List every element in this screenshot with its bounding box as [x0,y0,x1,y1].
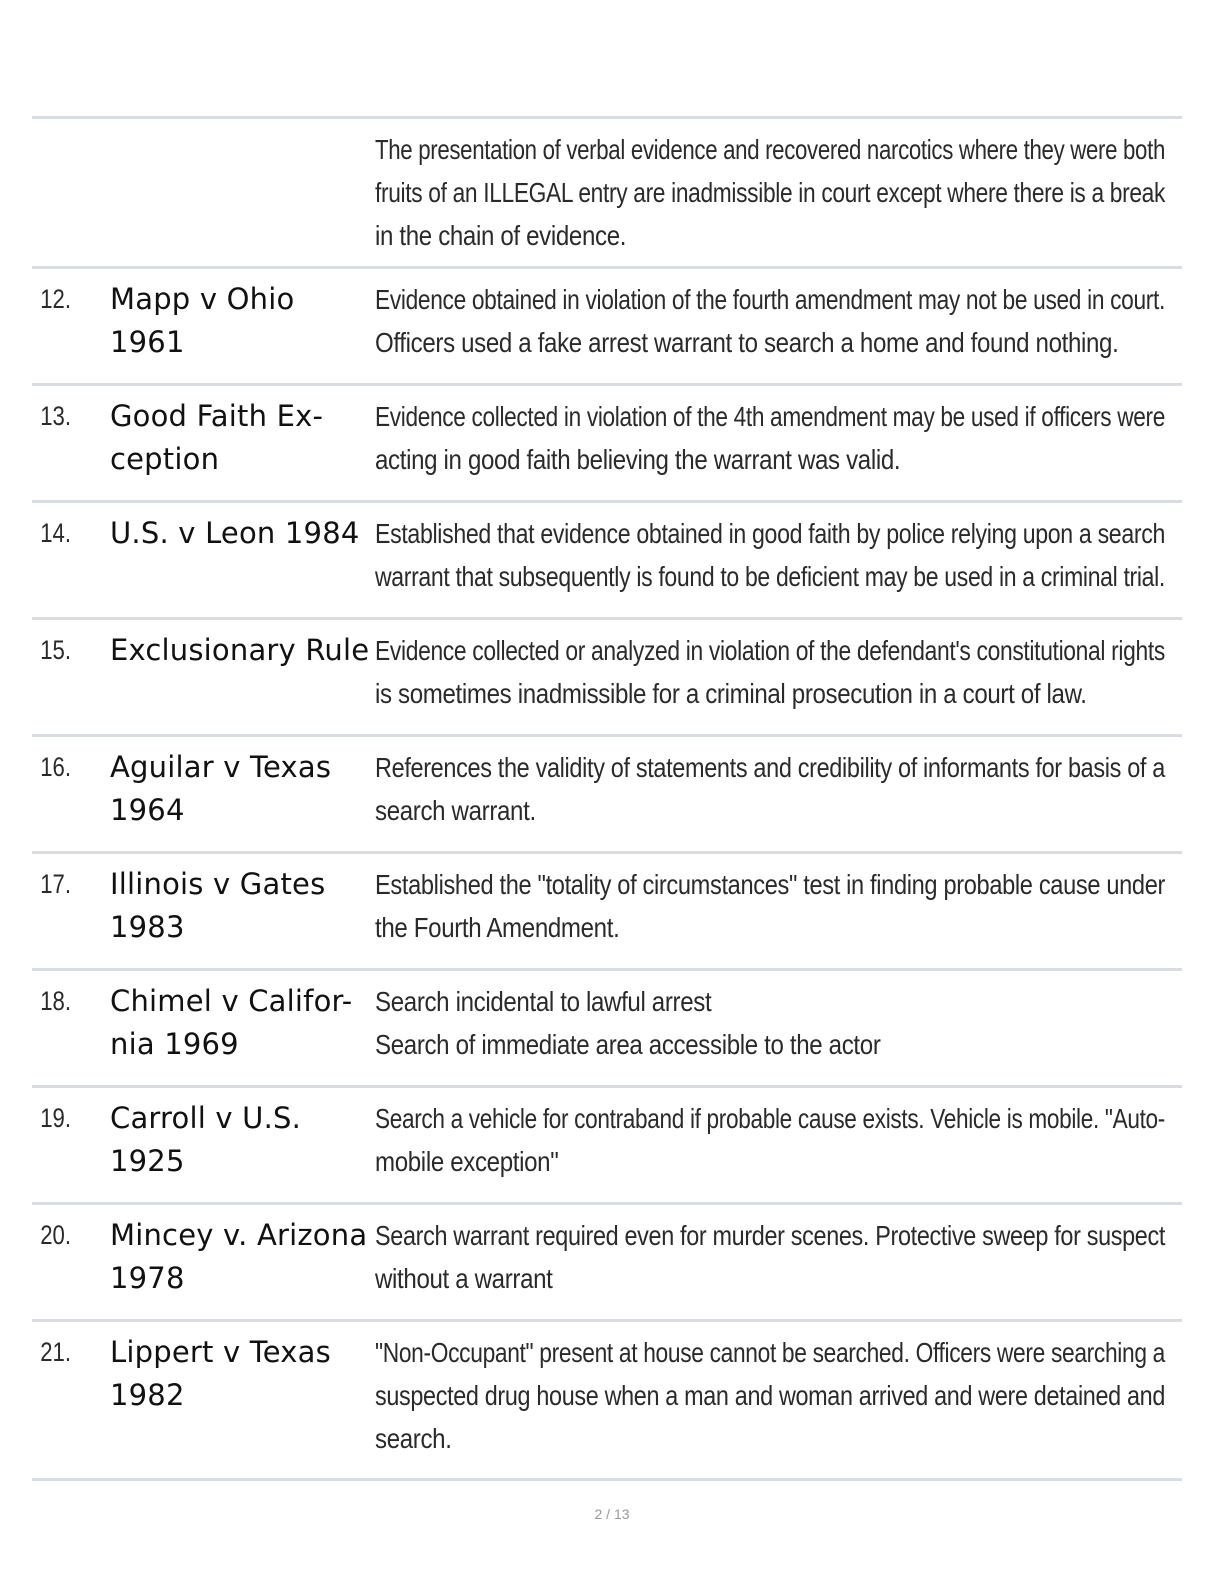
definition-line: mobile exception" [375,1146,559,1177]
row-number: 20. [40,1220,71,1250]
definition-line: acting in good faith believing the warrant was valid. [375,444,901,475]
row-number: 12. [40,284,71,314]
term-row [32,1085,1182,1202]
term-definition [375,863,1182,949]
definition-line: Search incidental to lawful arrest [375,986,712,1017]
term-title: Lippert v Texas 1982 [110,1335,331,1412]
definition-line: Officers used a fake arrest warrant to search a home and found nothing. [375,327,1119,358]
page-indicator: 2 / 13 [594,1506,630,1522]
definition-line: "Non-Occupant" present at house cannot be searched. Officers were searching a [375,1337,1165,1368]
term-title: Mapp v Ohio 1961 [110,282,295,359]
definition-line: is sometimes inadmissible for a criminal prosecution in a court of law. [375,678,1087,709]
term-title: Good Faith Ex- ception [110,399,324,476]
term-row [32,1319,1182,1481]
term-title: Aguilar v Texas 1964 [110,750,332,827]
definition-line: The presentation of verbal evidence and recovered narcotics where they were both [375,134,1165,165]
term-row [32,266,1182,383]
flashcard-table [32,116,1182,1481]
row-number: 17. [40,869,71,899]
row-number: 18. [40,986,71,1016]
definition-line: the Fourth Amendment. [375,912,620,943]
row-number: 13. [40,401,71,431]
definition-line: search warrant. [375,795,536,826]
definition-line: Evidence obtained in violation of the fourth amendment may not be used in court. [375,284,1165,315]
row-number: 21. [40,1337,71,1367]
row-number: 14. [40,518,71,548]
definition-line: Search warrant required even for murder scenes. Protective sweep for suspect [375,1220,1165,1251]
definition-line: suspected drug house when a man and woman arrived and were detained and [375,1380,1165,1411]
definition-line: warrant that subsequently is found to be deficient may be used in a criminal trial. [375,561,1165,592]
term-definition [375,128,1182,257]
row-number: 15. [40,635,71,665]
term-title: Mincey v. Arizona 1978 [110,1218,368,1295]
term-title: Carroll v U.S. 1925 [110,1101,302,1178]
term-title: U.S. v Leon 1984 [110,516,360,550]
term-definition [375,278,1182,364]
definition-line: fruits of an ILLEGAL entry are inadmissible in court except where there is a break [375,177,1165,208]
term-definition [375,512,1182,598]
row-number: 16. [40,752,71,782]
row-number: 19. [40,1103,71,1133]
term-definition [375,395,1182,481]
term-definition [375,980,1182,1066]
definition-line: without a warrant [375,1263,553,1294]
term-row [32,968,1182,1085]
term-row [32,617,1182,734]
definition-line: Search of immediate area accessible to the actor [375,1029,881,1060]
term-row [32,116,1182,266]
term-title: Chimel v Califor- nia 1969 [110,984,353,1061]
definition-line: Evidence collected in violation of the 4th amendment may be used if officers were [375,401,1165,432]
term-definition [375,1331,1182,1460]
term-row [32,500,1182,617]
definition-line: Established that evidence obtained in good faith by police relying upon a search [375,518,1165,549]
term-row [32,734,1182,851]
definition-line: Search a vehicle for contraband if probable cause exists. Vehicle is mobile. "Auto- [375,1103,1165,1134]
term-definition [375,746,1182,832]
definition-line: References the validity of statements and credibility of informants for basis of a [375,752,1165,783]
term-definition [375,1097,1182,1183]
definition-line: Evidence collected or analyzed in violation of the defendant's constitutional rights [375,635,1165,666]
term-row [32,383,1182,500]
term-definition [375,629,1182,715]
term-title: Exclusionary Rule [110,633,370,667]
term-row [32,851,1182,968]
definition-line: Established the "totality of circumstances" test in finding probable cause under [375,869,1165,900]
definition-line: in the chain of evidence. [375,220,627,251]
term-row [32,1202,1182,1319]
term-title: Illinois v Gates 1983 [110,867,326,944]
definition-line: search. [375,1423,452,1454]
term-definition [375,1214,1182,1300]
